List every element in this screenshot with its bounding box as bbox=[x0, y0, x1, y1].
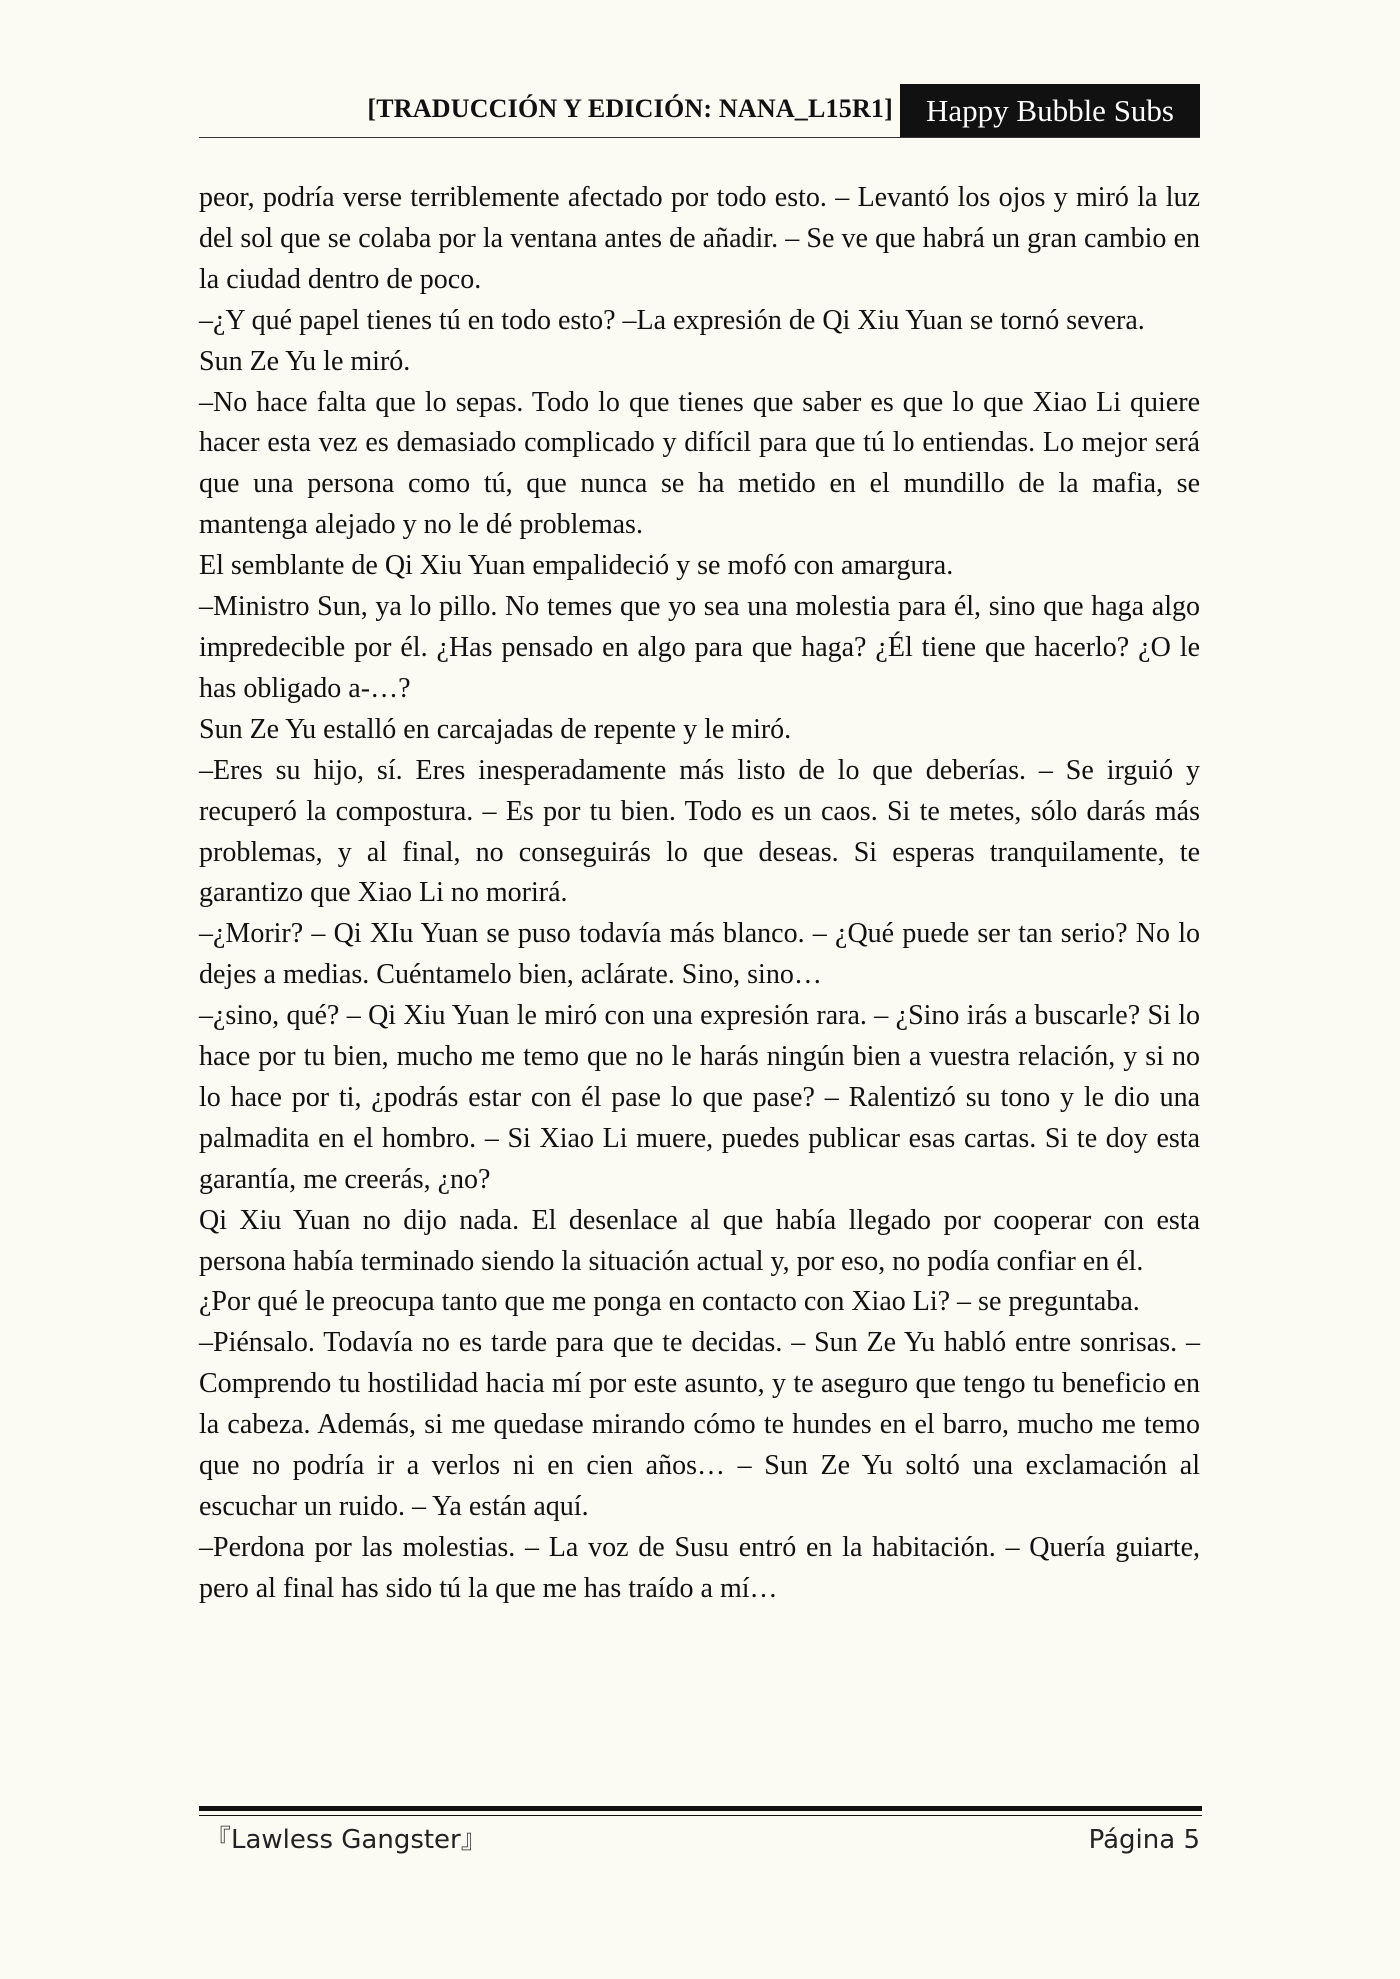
paragraph: –¿sino, qué? – Qi Xiu Yuan le miró con una expresión rara. – ¿Sino irás a buscarle? Si lo hace por tu bien, mucho me temo que no le harás ningún bien a vuestra relación, y si no lo hace por ti, ¿podrás estar con él pase lo que pase? – Ralentizó su tono y le dio una palmadita en el hombro. – Si Xiao Li muere, puedes publicar esas cartas. Si te doy esta garantía, me creerás, ¿no? bbox=[199, 1000, 1200, 1195]
footer-divider-thick bbox=[199, 1806, 1202, 1811]
group-name-box: Happy Bubble Subs bbox=[900, 84, 1200, 138]
paragraph: –¿Y qué papel tienes tú en todo esto? –La expresión de Qi Xiu Yuan se tornó severa. bbox=[199, 304, 1145, 336]
paragraph: –Eres su hijo, sí. Eres inesperadamente más listo de lo que deberías. – Se irguió y recuperó la compostura. – Es por tu bien. Todo es un caos. Si te metes, sólo darás más problemas, y al final, no conseguirás lo que deseas. Si esperas tranquilamente, te garantizo que Xiao Li no morirá. bbox=[199, 754, 1200, 909]
paragraph: –Piénsalo. Todavía no es tarde para que te decidas. – Sun Ze Yu habló entre sonrisas. – Comprendo tu hostilidad hacia mí por este asunto, y te aseguro que tengo tu beneficio en la cabeza. Además, si me quedase mirando cómo te hundes en el barro, mucho me temo que no podría ir a verlos ni en cien años… – Sun Ze Yu soltó una exclamación al escuchar un ruido. – Ya están aquí. bbox=[199, 1327, 1200, 1522]
paragraph: peor, podría verse terriblemente afectado por todo esto. – Levantó los ojos y miró la luz del sol que se colaba por la ventana antes de añadir. – Se ve que habrá un gran cambio en la ciudad dentro de poco. bbox=[199, 182, 1200, 295]
paragraph: –Perdona por las molestias. – La voz de Susu entró en la habitación. – Quería guiarte, pero al final has sido tú la que me has traído a mí… bbox=[199, 1531, 1200, 1604]
page-number: Página 5 bbox=[1088, 1825, 1200, 1855]
header-divider bbox=[199, 137, 1200, 138]
page-body bbox=[199, 178, 1200, 1610]
translation-credit: [TRADUCCIÓN Y EDICIÓN: NANA_L15R1] bbox=[367, 94, 893, 123]
paragraph: –¿Morir? – Qi XIu Yuan se puso todavía más blanco. – ¿Qué puede ser tan serio? No lo dejes a medias. Cuéntamelo bien, aclárate. Sino, sino… bbox=[199, 918, 1200, 991]
footer-divider-thin bbox=[199, 1815, 1202, 1816]
paragraph: ¿Por qué le preocupa tanto que me ponga en contacto con Xiao Li? – se preguntaba. bbox=[199, 1286, 1140, 1318]
paragraph: –No hace falta que lo sepas. Todo lo que tienes que saber es que lo que Xiao Li quiere hacer esta vez es demasiado complicado y difícil para que tú lo entiendas. Lo mejor será que una persona como tú, que nunca se ha metido en el mundillo de la mafia, se mantenga alejado y no le dé problemas. bbox=[199, 386, 1200, 541]
paragraph: El semblante de Qi Xiu Yuan empalideció y se mofó con amargura. bbox=[199, 550, 954, 582]
paragraph: Sun Ze Yu estalló en carcajadas de repente y le miró. bbox=[199, 713, 792, 745]
paragraph: Qi Xiu Yuan no dijo nada. El desenlace al que había llegado por cooperar con esta persona había terminado siendo la situación actual y, por eso, no podía confiar en él. bbox=[199, 1204, 1200, 1277]
page-header bbox=[199, 84, 1200, 138]
paragraph: Sun Ze Yu le miró. bbox=[199, 345, 411, 377]
paragraph: –Ministro Sun, ya lo pillo. No temes que yo sea una molestia para él, sino que haga algo impredecible por él. ¿Has pensado en algo para que haga? ¿Él tiene que hacerlo? ¿O le has obligado a-…? bbox=[199, 591, 1200, 704]
book-title: 『Lawless Gangster』 bbox=[205, 1825, 487, 1855]
